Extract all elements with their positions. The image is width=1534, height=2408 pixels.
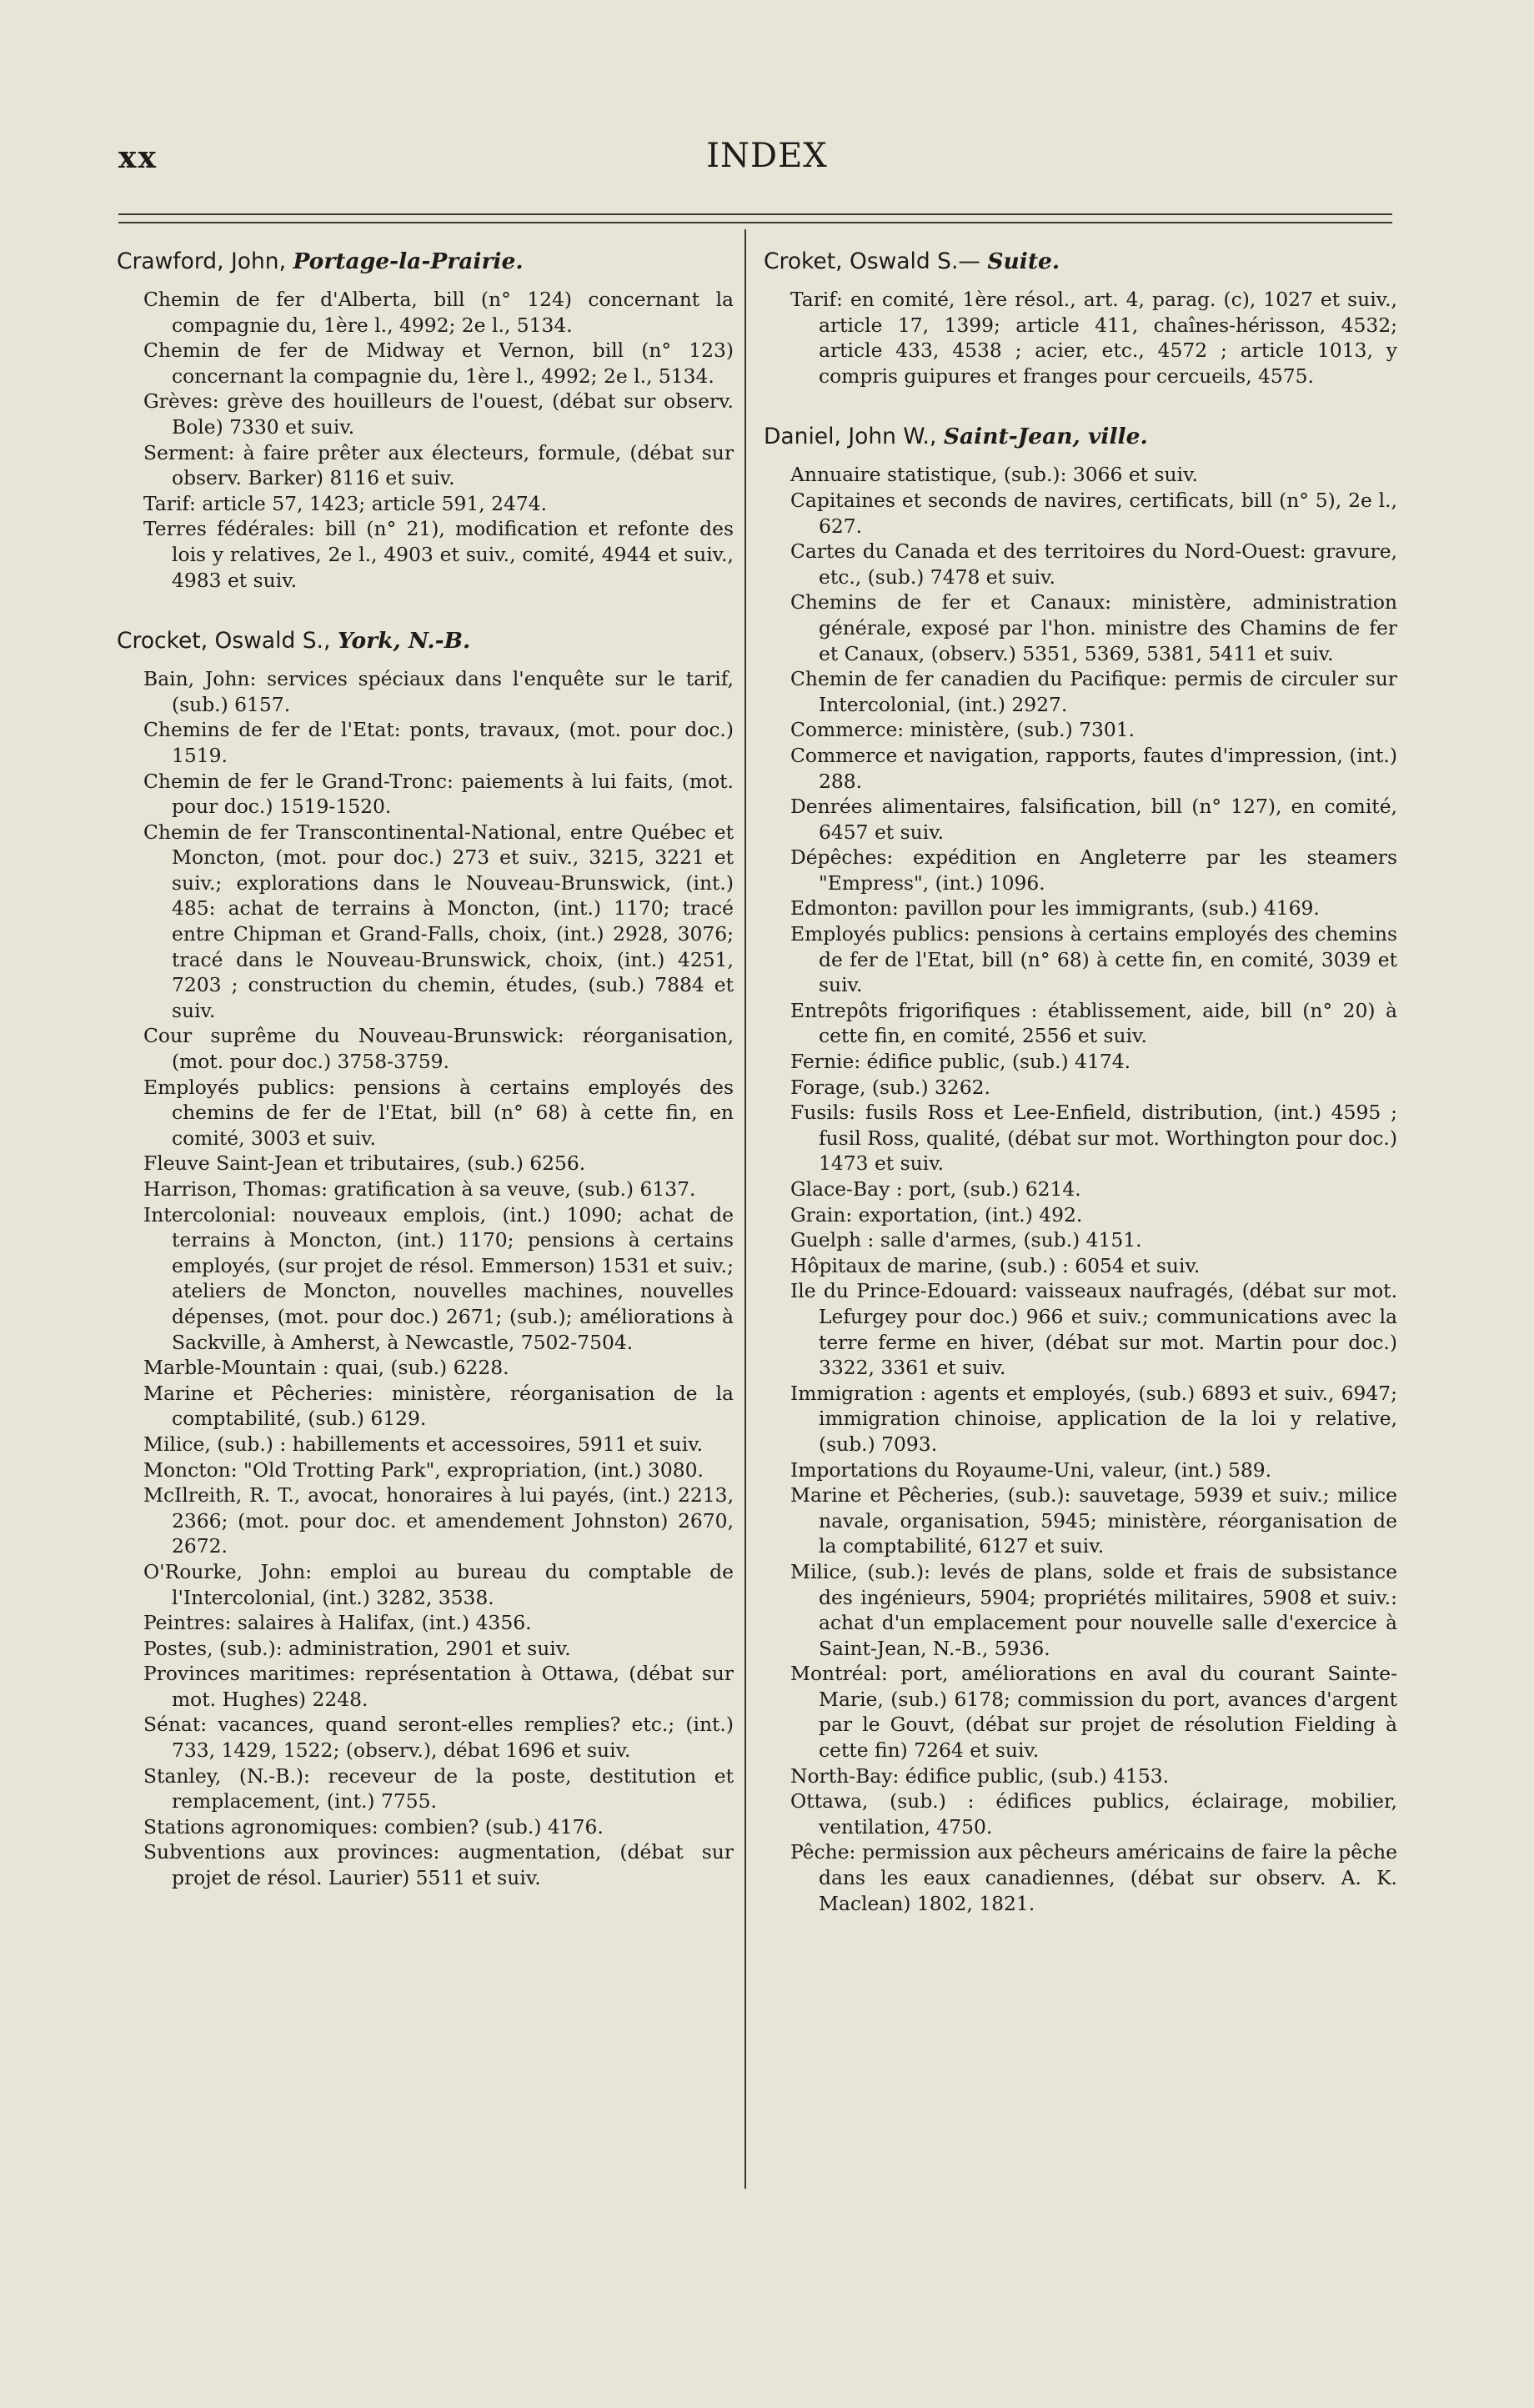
member-riding: York, N.-B.	[337, 628, 471, 655]
index-subentry: Glace-Bay : port, (sub.) 6214.	[790, 1177, 1081, 1201]
index-subentry: Provinces maritimes: représentation à Ottawa, (débat sur mot. Hughes) 2248.	[143, 1662, 734, 1711]
index-entry	[117, 247, 734, 593]
index-subentry: Marble-Mountain : quai, (sub.) 6228.	[143, 1356, 509, 1380]
index-subentry: Immigration : agents et employés, (sub.) 6893 et suiv., 6947; immigration chinoise, application de la loi y relative, (sub.) 7093.	[790, 1381, 1397, 1456]
member-riding: Portage-la-Prairie.	[293, 248, 524, 274]
member-name: Croket, Oswald S.—	[764, 248, 980, 274]
left-column	[117, 247, 734, 1924]
index-subentry: Marine et Pêcheries, (sub.): sauvetage, 5939 et suiv.; milice navale, organisation, 5945; ministère, réorganisation de la comptabilité, 6127 et suiv.	[790, 1483, 1397, 1558]
index-subentry: Hôpitaux de marine, (sub.) : 6054 et suiv.	[790, 1253, 1201, 1277]
index-subentry: Terres fédérales: bill (n° 21), modification et refonte des lois y relatives, 2e l., 4903 et suiv., comité, 4944 et suiv., 4983 et suiv.	[143, 517, 734, 592]
index-subentry: Employés publics: pensions à certains employés des chemins de fer de l'Etat, bill (n° 68) à cette fin, en comité, 3039 et suiv.	[790, 922, 1397, 997]
index-subentry: Chemin de fer de Midway et Vernon, bill (n° 123) concernant la compagnie du, 1ère l., 4992; 2e l., 5134.	[143, 339, 734, 388]
index-subentry: Tarif: en comité, 1ère résol., art. 4, parag. (c), 1027 et suiv., article 17, 1399; article 411, chaînes-hérisson, 4532; article 433, 4538 ; acier, etc., 4572 ; article 1013, y compris guipures et franges pour cercueils, 4575.	[790, 288, 1397, 388]
index-subentry: Employés publics: pensions à certains employés des chemins de fer de l'Etat, bill (n° 68) à cette fin, en comité, 3003 et suiv.	[143, 1075, 734, 1150]
index-subentry: Peintres: salaires à Halifax, (int.) 4356.	[143, 1611, 532, 1635]
index-subentry: Entrepôts frigorifiques : établissement, aide, bill (n° 20) à cette fin, en comité, 2556 et suiv.	[790, 998, 1397, 1048]
index-subentry: Importations du Royaume-Uni, valeur, (int.) 589.	[790, 1457, 1272, 1482]
page-title: INDEX	[706, 137, 828, 175]
member-heading	[117, 247, 734, 277]
index-subentry: Commerce: ministère, (sub.) 7301.	[790, 718, 1135, 742]
right-column	[764, 247, 1397, 1949]
index-subentry: Chemins de fer de l'Etat: ponts, travaux, (mot. pour doc.) 1519.	[143, 718, 734, 767]
member-riding: Saint-Jean, ville.	[943, 424, 1148, 450]
member-heading	[764, 422, 1397, 452]
index-subentry: Harrison, Thomas: gratification à sa veuve, (sub.) 6137.	[143, 1177, 696, 1201]
index-subentry: Serment: à faire prêter aux électeurs, formule, (débat sur observ. Barker) 8116 et suiv.	[143, 440, 734, 490]
index-subentry: Cartes du Canada et des territoires du Nord-Ouest: gravure, etc., (sub.) 7478 et suiv.	[790, 539, 1397, 589]
member-heading	[117, 626, 734, 656]
index-subentry: Stations agronomiques: combien? (sub.) 4176.	[143, 1814, 604, 1839]
column-divider	[744, 229, 746, 2189]
index-subentry: Chemin de fer Transcontinental-National, entre Québec et Moncton, (mot. pour doc.) 273 et suiv., 3215, 3221 et suiv.; explorations dans le Nouveau-Brunswick, (int.) 485: achat de terrains à Moncton, (int.) 1170; tracé entre Chipman et Grand-Falls, choix, (int.) 2928, 3076; tracé dans le Nouveau-Brunswick, choix, (int.) 4251, 7203 ; construction du chemin, études, (sub.) 7884 et suiv.	[143, 820, 734, 1022]
index-entry	[764, 247, 1397, 389]
index-subentry: Fleuve Saint-Jean et tributaires, (sub.) 6256.	[143, 1151, 586, 1176]
index-entry	[117, 626, 734, 1891]
index-subentry: Grèves: grève des houilleurs de l'ouest, (débat sur observ. Bole) 7330 et suiv.	[143, 389, 734, 439]
index-subentry: North-Bay: édifice public, (sub.) 4153.	[790, 1763, 1170, 1788]
index-subentry: Milice, (sub.) : habillements et accessoires, 5911 et suiv.	[143, 1432, 704, 1456]
index-subentry: Stanley, (N.-B.): receveur de la poste, destitution et remplacement, (int.) 7755.	[143, 1763, 734, 1814]
index-subentry: Ile du Prince-Edouard: vaisseaux naufragés, (débat sur mot. Lefurgey pour doc.) 966 et suiv.; communications avec la terre ferme en hiver, (débat sur mot. Martin pour doc.) 3322, 3361 et suiv.	[790, 1279, 1397, 1380]
index-subentry: Guelph : salle d'armes, (sub.) 4151.	[790, 1228, 1142, 1252]
index-entry	[764, 422, 1397, 1916]
page-number: xx	[118, 140, 158, 175]
header-rule-top	[118, 213, 1392, 215]
index-subentry: Pêche: permission aux pêcheurs américains de faire la pêche dans les eaux canadiennes, (débat sur observ. A. K. Maclean) 1802, 1821.	[790, 1840, 1397, 1915]
index-subentry: Intercolonial: nouveaux emplois, (int.) 1090; achat de terrains à Moncton, (int.) 1170; pensions à certains employés, (sur projet de résol. Emmerson) 1531 et suiv.; ateliers de Moncton, nouvelles machines, nouvelles dépenses, (mot. pour doc.) 2671; (sub.); améliorations à Sackville, à Amherst, à Newcastle, 7502-7504.	[143, 1202, 734, 1354]
index-subentry: Grain: exportation, (int.) 492.	[790, 1202, 1083, 1227]
index-subentry: Montréal: port, améliorations en aval du courant Sainte-Marie, (sub.) 6178; commission du port, avances d'argent par le Gouvt, (débat sur projet de résolution Fielding à cette fin) 7264 et suiv.	[790, 1662, 1397, 1763]
member-name: Crocket, Oswald S.,	[117, 628, 331, 655]
index-subentry: Postes, (sub.): administration, 2901 et suiv.	[143, 1636, 571, 1660]
index-subentry: Dépêches: expédition en Angleterre par les steamers "Empress", (int.) 1096.	[790, 845, 1397, 895]
index-subentry: O'Rourke, John: emploi au bureau du comptable de l'Intercolonial, (int.) 3282, 3538.	[143, 1559, 734, 1609]
index-subentry: Marine et Pêcheries: ministère, réorganisation de la comptabilité, (sub.) 6129.	[143, 1381, 734, 1431]
index-subentry: Edmonton: pavillon pour les immigrants, (sub.) 4169.	[790, 896, 1320, 921]
index-subentry: Denrées alimentaires, falsification, bill (n° 127), en comité, 6457 et suiv.	[790, 795, 1397, 844]
index-subentry: Annuaire statistique, (sub.): 3066 et suiv.	[790, 463, 1198, 487]
index-subentry: Sénat: vacances, quand seront-elles remplies? etc.; (int.) 733, 1429, 1522; (observ.), débat 1696 et suiv.	[143, 1713, 734, 1763]
index-subentry: Chemin de fer canadien du Pacifique: permis de circuler sur Intercolonial, (int.) 2927.	[790, 667, 1397, 716]
index-subentry: Forage, (sub.) 3262.	[790, 1075, 990, 1099]
index-subentry: Capitaines et seconds de navires, certificats, bill (n° 5), 2e l., 627.	[790, 488, 1397, 538]
index-subentry: Commerce et navigation, rapports, fautes d'impression, (int.) 288.	[790, 743, 1397, 793]
header-rule-bottom	[118, 222, 1392, 223]
index-subentry: Bain, John: services spéciaux dans l'enquête sur le tarif, (sub.) 6157.	[143, 667, 734, 716]
member-name: Daniel, John W.,	[764, 424, 937, 450]
index-subentry: Tarif: article 57, 1423; article 591, 2474.	[143, 491, 548, 515]
member-name: Crawford, John,	[117, 248, 286, 274]
index-subentry: Milice, (sub.): levés de plans, solde et frais de subsistance des ingénieurs, 5904; propriétés militaires, 5908 et suiv.: achat d'un emplacement pour nouvelle salle d'exercice à Saint-Jean, N.-B., 5936.	[790, 1559, 1397, 1660]
index-subentry: Ottawa, (sub.) : édifices publics, éclairage, mobilier, ventilation, 4750.	[790, 1789, 1397, 1839]
member-riding: Suite.	[987, 248, 1060, 274]
index-subentry: McIlreith, R. T., avocat, honoraires à lui payés, (int.) 2213, 2366; (mot. pour doc. et amendement Johnston) 2670, 2672.	[143, 1483, 734, 1558]
index-subentry: Cour suprême du Nouveau-Brunswick: réorganisation, (mot. pour doc.) 3758-3759.	[143, 1024, 734, 1074]
index-subentry: Chemins de fer et Canaux: ministère, administration générale, exposé par l'hon. ministre des Chamins de fer et Canaux, (observ.) 5351, 5369, 5381, 5411 et suiv.	[790, 590, 1397, 665]
index-subentry: Chemin de fer le Grand-Tronc: paiements à lui faits, (mot. pour doc.) 1519-1520.	[143, 769, 734, 819]
index-subentry: Subventions aux provinces: augmentation, (débat sur projet de résol. Laurier) 5511 et suiv.	[143, 1840, 734, 1890]
member-heading	[764, 247, 1397, 277]
index-subentry: Moncton: "Old Trotting Park", expropriation, (int.) 3080.	[143, 1457, 704, 1482]
index-subentry: Fernie: édifice public, (sub.) 4174.	[790, 1050, 1131, 1074]
index-subentry: Fusils: fusils Ross et Lee-Enfield, distribution, (int.) 4595 ; fusil Ross, qualité, (débat sur mot. Worthington pour doc.) 1473 et suiv.	[790, 1101, 1397, 1176]
index-subentry: Chemin de fer d'Alberta, bill (n° 124) concernant la compagnie du, 1ère l., 4992; 2e l., 5134.	[143, 288, 734, 337]
